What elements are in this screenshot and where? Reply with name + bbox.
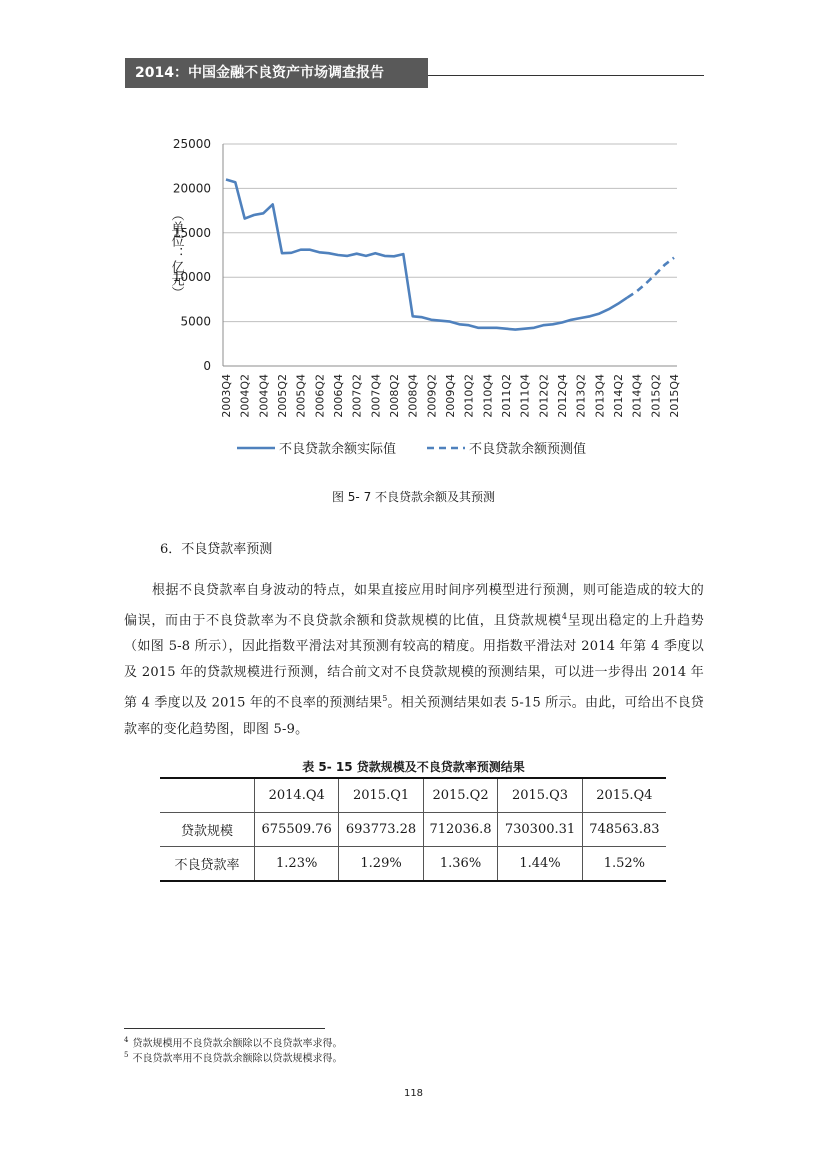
body-paragraph bbox=[124, 578, 704, 743]
x-tick-label: 2012Q2 bbox=[537, 374, 551, 418]
table-header-cell: 2014.Q4 bbox=[255, 778, 339, 813]
footnote-text: 贷款规模用不良贷款余额除以不良贷款率求得。 bbox=[132, 1038, 343, 1050]
section-title: 6．不良贷款率预测 bbox=[160, 542, 273, 557]
footnote-ref-4[interactable]: 4 bbox=[561, 612, 568, 621]
footnote-rule bbox=[124, 1028, 325, 1029]
x-tick-label: 2010Q4 bbox=[481, 374, 495, 418]
table-cell: 748563.83 bbox=[582, 813, 666, 847]
y-axis-label: （单位：亿元） bbox=[168, 208, 184, 299]
y-tick-label: 10000 bbox=[172, 270, 211, 285]
forecast-table bbox=[160, 777, 666, 882]
x-tick-label: 2014Q2 bbox=[612, 374, 625, 418]
table-caption: 表 5- 15 贷款规模及不良贷款率预测结果 bbox=[302, 760, 525, 774]
x-tick-label: 2011Q2 bbox=[500, 374, 513, 418]
table-row-loan-scale bbox=[160, 813, 666, 847]
table-cell: 1.36% bbox=[423, 847, 498, 882]
table-cell: 675509.76 bbox=[255, 813, 339, 847]
x-tick-label: 2013Q4 bbox=[593, 374, 607, 418]
x-tick-label: 2009Q4 bbox=[444, 374, 457, 418]
x-tick-label: 2010Q2 bbox=[462, 374, 476, 418]
paragraph-part-1: 根据不良贷款率自身波动的特点，如果直接应用时间序列模型进行预测，则可能造成的较大的偏误，而由于不良贷款率为不良贷款余额和贷款规模的比值，且贷款规模 bbox=[124, 583, 704, 629]
table-cell: 712036.8 bbox=[423, 813, 498, 847]
x-tick-label: 2005Q2 bbox=[276, 374, 289, 418]
y-tick-label: 20000 bbox=[172, 181, 211, 196]
x-tick-label: 2007Q2 bbox=[350, 374, 364, 418]
table-row-label: 不良贷款率 bbox=[174, 858, 240, 873]
x-tick-label: 2003Q4 bbox=[220, 374, 233, 418]
header-rule bbox=[428, 75, 704, 76]
y-tick-label: 25000 bbox=[172, 137, 211, 151]
table-header-cell: 2015.Q1 bbox=[339, 778, 423, 813]
series-line-actual bbox=[226, 180, 627, 330]
footnote-5 bbox=[124, 1049, 342, 1065]
paragraph-part-2: 呈现出稳定的上升趋势（如图 5-8 所示），因此指数平滑法对其预测有较高的精度。用指数平滑法对 2014 年第 4 季度以及 2015 年的贷款规模进行预测，结合前文对不良贷款规模的预测结果，可以进一步得出 2014 年第 4 季度以及 2015 年的不良率的预测结果 bbox=[124, 613, 704, 711]
y-tick-label: 15000 bbox=[172, 225, 211, 240]
x-tick-label: 2004Q4 bbox=[257, 374, 271, 418]
figure-caption: 图 5- 7 不良贷款余额及其预测 bbox=[331, 490, 496, 504]
x-tick-label: 2007Q4 bbox=[369, 374, 383, 418]
x-tick-label: 2008Q2 bbox=[388, 374, 401, 418]
table-cell: 730300.31 bbox=[498, 813, 582, 847]
table-cell: 693773.28 bbox=[339, 813, 423, 847]
table-cell: 1.44% bbox=[498, 847, 582, 882]
footnote-text: 不良贷款率用不良贷款余额除以贷款规模求得。 bbox=[132, 1053, 343, 1065]
table-row-npl-ratio bbox=[160, 847, 666, 882]
table-cell: 1.52% bbox=[582, 847, 666, 882]
x-tick-label: 2013Q2 bbox=[574, 374, 588, 418]
x-tick-label: 2014Q4 bbox=[630, 374, 644, 418]
x-tick-label: 2012Q4 bbox=[556, 374, 569, 418]
y-tick-label: 0 bbox=[203, 359, 211, 373]
table-cell: 1.23% bbox=[255, 847, 339, 882]
npl-balance-chart bbox=[160, 132, 700, 472]
x-tick-label: 2006Q2 bbox=[313, 374, 327, 418]
x-tick-label: 2009Q2 bbox=[425, 374, 439, 418]
legend-label: 不良贷款余额实际值 bbox=[279, 442, 397, 457]
header-title: 2014：中国金融不良资产市场调查报告 bbox=[125, 58, 428, 88]
table-header-cell: 2015.Q4 bbox=[582, 778, 666, 813]
table-header-corner bbox=[160, 778, 255, 813]
footnote-mark: 4 bbox=[124, 1036, 129, 1044]
x-tick-label: 2015Q2 bbox=[649, 374, 663, 418]
table-cell: 1.29% bbox=[339, 847, 423, 882]
table-row-label: 贷款规模 bbox=[180, 824, 233, 839]
x-tick-label: 2015Q4 bbox=[668, 374, 681, 418]
x-tick-label: 2004Q2 bbox=[238, 374, 252, 418]
x-tick-label: 2006Q4 bbox=[332, 374, 345, 418]
table-header-cell: 2015.Q3 bbox=[498, 778, 582, 813]
x-tick-label: 2005Q4 bbox=[294, 374, 308, 418]
y-tick-label: 5000 bbox=[180, 314, 211, 329]
footnote-4 bbox=[124, 1034, 342, 1050]
x-tick-label: 2011Q4 bbox=[518, 374, 532, 418]
footnote-mark: 5 bbox=[124, 1051, 129, 1059]
footnote-ref-5[interactable]: 5 bbox=[382, 694, 388, 704]
legend-label: 不良贷款余额预测值 bbox=[469, 442, 587, 457]
paragraph-part-3: 。相关预测结果如表 5-15 所示。由此，可给出不良贷款率的变化趋势图，即图 5-9。 bbox=[124, 695, 704, 737]
table-header-row bbox=[160, 778, 666, 813]
x-tick-label: 2008Q4 bbox=[406, 374, 420, 418]
page-number: 118 bbox=[403, 1088, 424, 1099]
table-header-cell: 2015.Q2 bbox=[423, 778, 498, 813]
